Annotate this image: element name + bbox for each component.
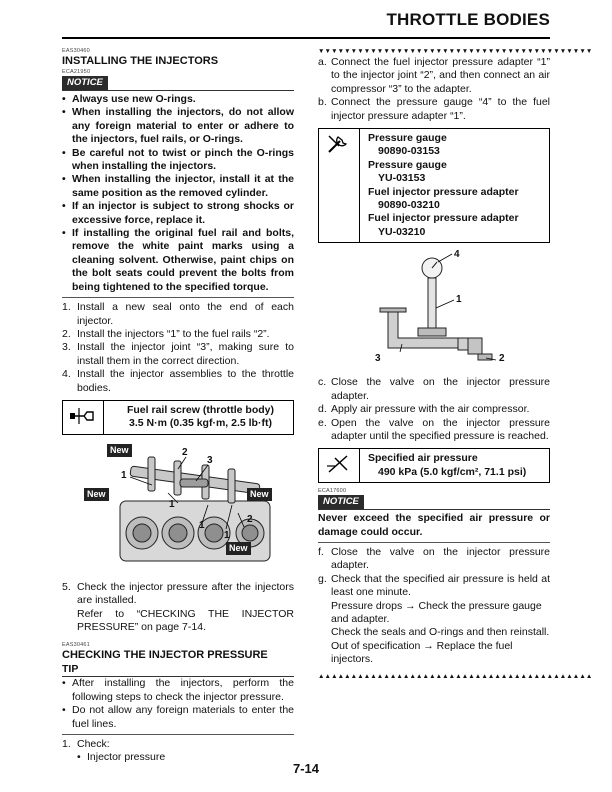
torque-spec-box	[62, 400, 294, 435]
substep: a. Connect the fuel injector pressure adapter “1” to the injector joint “2”, and then connect an air compressor “3” to the adapter.	[318, 56, 550, 95]
air-pressure-spec-text	[360, 449, 549, 482]
notice-bullet: • When installing the injectors, do not allow any foreign material to enter or adhere to the injectors, fuel rails, or O-rings.	[62, 106, 294, 146]
page-number: 7-14	[292, 761, 320, 776]
divider	[62, 297, 294, 298]
check-step: 1. Check:	[62, 738, 110, 750]
callout-4: 4	[454, 249, 460, 261]
callout-1: 1	[456, 294, 462, 306]
callout-3: 3	[375, 353, 381, 365]
callout-3: 3	[207, 454, 213, 466]
torque-spec-text	[104, 401, 293, 434]
callout-2: 2	[182, 446, 188, 458]
injector-illustration	[62, 445, 294, 577]
pressure-gauge-figure	[318, 248, 550, 376]
substep: e. Open the valve on the injector pressure adapter until the specified pressure is reached.	[318, 416, 550, 442]
section-code: EAS30461	[62, 642, 90, 649]
section-code: EAS30460	[62, 48, 90, 54]
install-steps	[62, 301, 294, 395]
injector-figure	[62, 445, 294, 577]
left-column	[62, 48, 294, 765]
tool-icon	[319, 129, 360, 242]
callout-1: 1	[169, 498, 175, 510]
install-step: 4. Install the injector assemblies to the throttle bodies.	[62, 368, 294, 394]
callout-1: 1	[224, 529, 230, 541]
notice-bullet: • If an injector is subject to strong shocks or excessive force, replace it.	[62, 200, 294, 227]
page-header-title: THROTTLE BODIES	[386, 10, 550, 29]
notice-badge: NOTICE	[62, 76, 108, 90]
callout-2: 2	[247, 513, 253, 525]
tip-header: TIP	[62, 663, 294, 677]
section-title-installing: INSTALLING THE INJECTORS	[62, 55, 219, 67]
spec-label: Specified air pressure	[368, 452, 478, 465]
procedure-start-marker: ▼▼▼▼▼▼▼▼▼▼▼▼▼▼▼▼▼▼▼▼▼▼▼▼▼▼▼▼▼▼▼▼▼▼▼▼▼▼▼▼▼▼	[318, 48, 593, 55]
callout-1: 1	[121, 469, 127, 481]
callout-2: 2	[499, 353, 505, 365]
special-tool-box	[318, 128, 550, 243]
install-step: 3. Install the injector joint “3”, making sure to install them in the correct direction.	[62, 341, 294, 367]
special-tool-list	[360, 129, 549, 242]
tip-bullet: • After installing the injectors, perform the following steps to check the injector pressure.	[62, 677, 294, 704]
tool-code: YU-03210	[378, 225, 426, 238]
install-step: 2. Install the injectors “1” to the fuel rails “2”.	[62, 327, 270, 340]
notice-text: Never exceed the specified air pressure or damage could occur.	[318, 512, 550, 538]
divider	[318, 542, 550, 543]
notice-bullet: • When installing the injector, install it at the same position as the removed cylinder.	[62, 173, 294, 200]
step-5-reference: Refer to “CHECKING THE INJECTOR PRESSURE” on page 7-14.	[77, 607, 294, 633]
notice-bullet: • Always use new O-rings.	[62, 93, 294, 106]
torque-spec-value: 3.5 N·m (0.35 kgf·m, 2.5 lb·ft)	[129, 417, 272, 430]
notice-badge: NOTICE	[318, 495, 364, 509]
install-step: 5. Check the injector pressure after the injectors are installed. Refer to “CHECKING THE INJECTOR PRESSURE” on page 7-14.	[62, 580, 294, 633]
check-item: • Injector pressure	[77, 751, 294, 764]
tool-code: YU-03153	[378, 172, 426, 185]
notice-header	[318, 495, 550, 510]
substep: d. Apply air pressure with the air compressor.	[318, 403, 530, 416]
substep: b. Connect the pressure gauge “4” to the fuel injector pressure adapter “1”.	[318, 96, 550, 122]
new-badge: New	[226, 542, 251, 555]
result-line: Check the seals and O-rings and then reinstall.	[331, 626, 550, 639]
procedure-end-marker: ▲▲▲▲▲▲▲▲▲▲▲▲▲▲▲▲▲▲▲▲▲▲▲▲▲▲▲▲▲▲▲▲▲▲▲▲▲▲▲▲▲▲	[318, 672, 593, 680]
substeps-ab	[318, 56, 550, 123]
install-step: 1. Install a new seal onto the end of each injector.	[62, 301, 294, 327]
tool-name: Pressure gauge	[368, 158, 447, 171]
tool-name: Pressure gauge	[368, 132, 447, 145]
new-badge: New	[84, 488, 109, 501]
tip-bullets	[62, 677, 294, 731]
section-title-checking: CHECKING THE INJECTOR PRESSURE	[62, 649, 268, 662]
tool-name: Fuel injector pressure adapter	[368, 212, 519, 225]
substep-g-results	[318, 600, 550, 667]
spec-value: 490 kPa (5.0 kgf/cm², 71.1 psi)	[378, 465, 527, 478]
tool-code: 90890-03153	[378, 145, 440, 158]
step-5	[62, 581, 294, 635]
air-pressure-spec-box	[318, 448, 550, 483]
caliper-icon	[319, 449, 360, 482]
torque-spec-label: Fuel rail screw (throttle body)	[126, 403, 275, 416]
torque-wrench-icon	[63, 401, 104, 434]
tip-bullet: • Do not allow any foreign materials to enter the fuel lines.	[62, 704, 294, 731]
substep: c. Close the valve on the injector pressure adapter.	[318, 376, 550, 402]
header-rule	[62, 37, 550, 39]
right-column	[318, 48, 593, 681]
result-line: Out of specification → Replace the fuel injectors.	[331, 639, 513, 666]
notice-code: ECA17600	[318, 488, 347, 495]
tool-name: Fuel injector pressure adapter	[368, 185, 519, 198]
new-badge: New	[107, 444, 132, 457]
notice-bullet: • If installing the original fuel rail and bolts, remove the white paint marks using a cleaning solvent. Otherwise, paint chips on the bolt seats could prevent the bolts from being tightened to the specified torque.	[62, 227, 294, 294]
pressure-gauge-illustration	[318, 248, 550, 376]
result-line: Pressure drops → Check the pressure gauge and adapter.	[331, 599, 542, 625]
notice-bullet: • Be careful not to twist or pinch the O-rings when installing the injectors.	[62, 147, 294, 174]
new-badge: New	[247, 488, 272, 501]
divider	[62, 734, 294, 735]
check-steps	[62, 738, 294, 751]
notice-bullets	[62, 93, 294, 294]
substeps-fg	[318, 546, 550, 600]
substeps-ce	[318, 376, 550, 443]
tool-code: 90890-03210	[378, 199, 440, 212]
callout-1: 1	[199, 519, 205, 531]
substep: g. Check that the specified air pressure is held at least one minute.	[318, 572, 550, 599]
notice-code: ECA21950	[62, 69, 91, 75]
notice-header	[62, 76, 294, 91]
substep: f. Close the valve on the injector pressure adapter.	[318, 545, 550, 572]
